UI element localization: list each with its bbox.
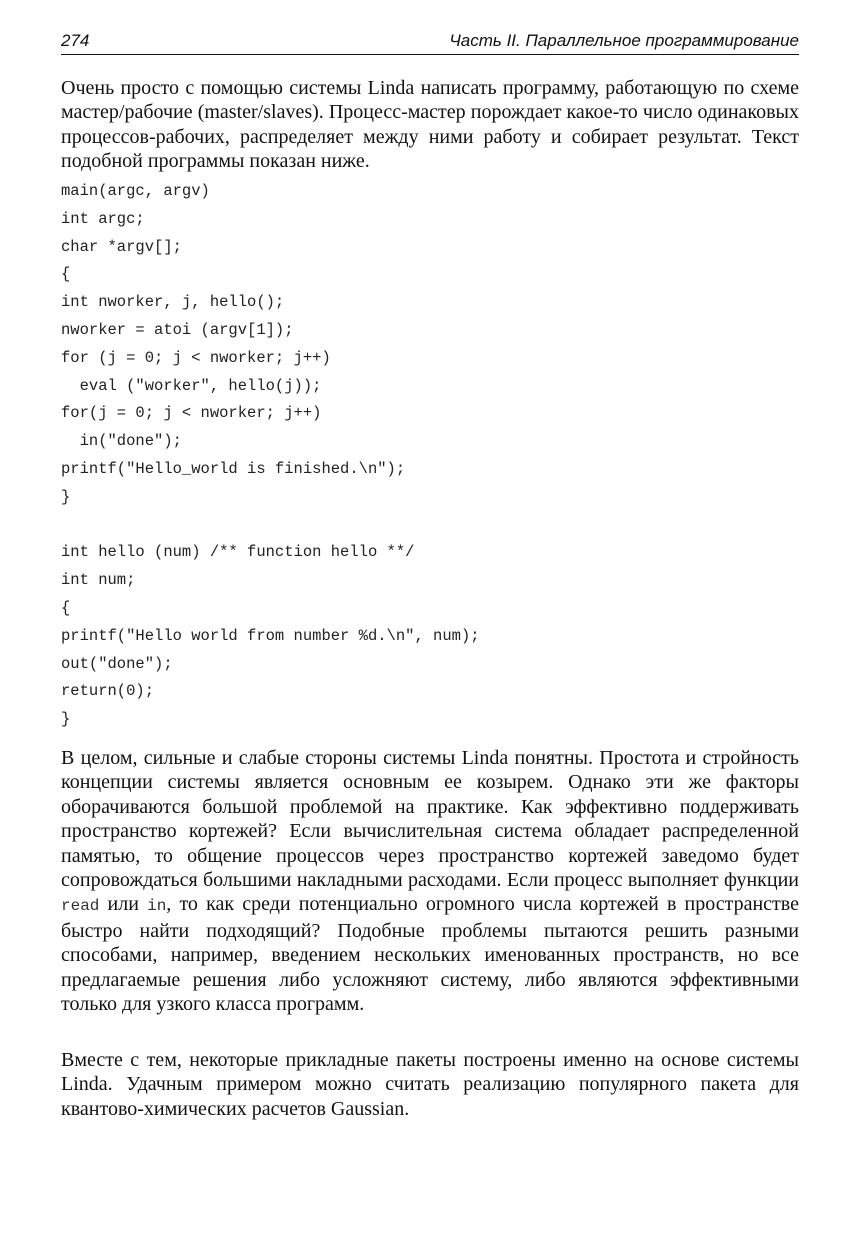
code-line: nworker = atoi (argv[1]); — [61, 320, 294, 339]
code-line: int argc; — [61, 209, 145, 228]
code-line: in("done"); — [61, 432, 182, 451]
analysis-text-3: , то как среди потенциально огромного числа кортежей в пространстве быстро найти подходящий? Подобные проблемы пытаются решить разными способами, например, введением нескольких именованных пространств, но все предлагаемые решения либо усложняют систему, либо являются эффективными только для узкого класса программ. — [61, 893, 799, 1016]
code-line: int hello (num) /** function hello **/ — [61, 543, 415, 562]
code-line: int nworker, j, hello(); — [61, 293, 285, 312]
code-line: printf("Hello_world is finished.\n"); — [61, 459, 406, 478]
conclusion-paragraph: Вместе с тем, некоторые прикладные пакеты построены именно на основе системы Linda. Удачным примером можно считать реализацию популярного пакета для квантово-химических расчетов Gaussian. — [61, 1049, 799, 1120]
chapter-title: Часть II. Параллельное программирование — [449, 31, 799, 50]
book-page — [61, 28, 799, 1120]
code-line: char *argv[]; — [61, 237, 182, 256]
analysis-text-1: В целом, сильные и слабые стороны системы Linda понятны. Простота и стройность концепции системы является основным ее козырем. Однако эти же факторы оборачиваются большой проблемой на практике. Как эффективно поддерживать пространство кортежей? Если вычислительная система обладает распределенной памятью, то общение процессов через пространство кортежей заведомо будет сопровождаться большими накладными расходами. Если процесс выполняет функции — [61, 747, 799, 892]
code-line: printf("Hello world from number %d.\n", num); — [61, 626, 480, 645]
code-line: main(argc, argv) — [61, 182, 210, 200]
page-number: 274 — [61, 31, 90, 50]
code-line: for (j = 0; j < nworker; j++) — [61, 348, 331, 367]
intro-paragraph: Очень просто с помощью системы Linda написать программу, работающую по схеме мастер/рабочие (master/slaves). Процесс-мастер порождает какое-то число одинаковых процессов-рабочих, распределяет между ними работу и собирает результат. Текст подобной программы показан ниже. — [61, 77, 799, 173]
analysis-paragraph — [61, 746, 799, 1016]
running-header — [61, 28, 799, 55]
inline-code-read: read — [61, 897, 100, 916]
inline-code-in: in — [147, 897, 167, 916]
code-line: int num; — [61, 571, 136, 590]
code-line — [61, 512, 480, 540]
code-line: { — [61, 598, 71, 617]
analysis-text-2: или — [99, 893, 148, 916]
code-line: return(0); — [61, 682, 155, 701]
code-line: } — [61, 487, 71, 506]
code-line: { — [61, 265, 71, 284]
code-line: out("done"); — [61, 654, 173, 673]
code-listing — [61, 178, 480, 734]
code-line: } — [61, 710, 71, 729]
code-line: eval ("worker", hello(j)); — [61, 376, 322, 395]
code-line: for(j = 0; j < nworker; j++) — [61, 404, 322, 423]
